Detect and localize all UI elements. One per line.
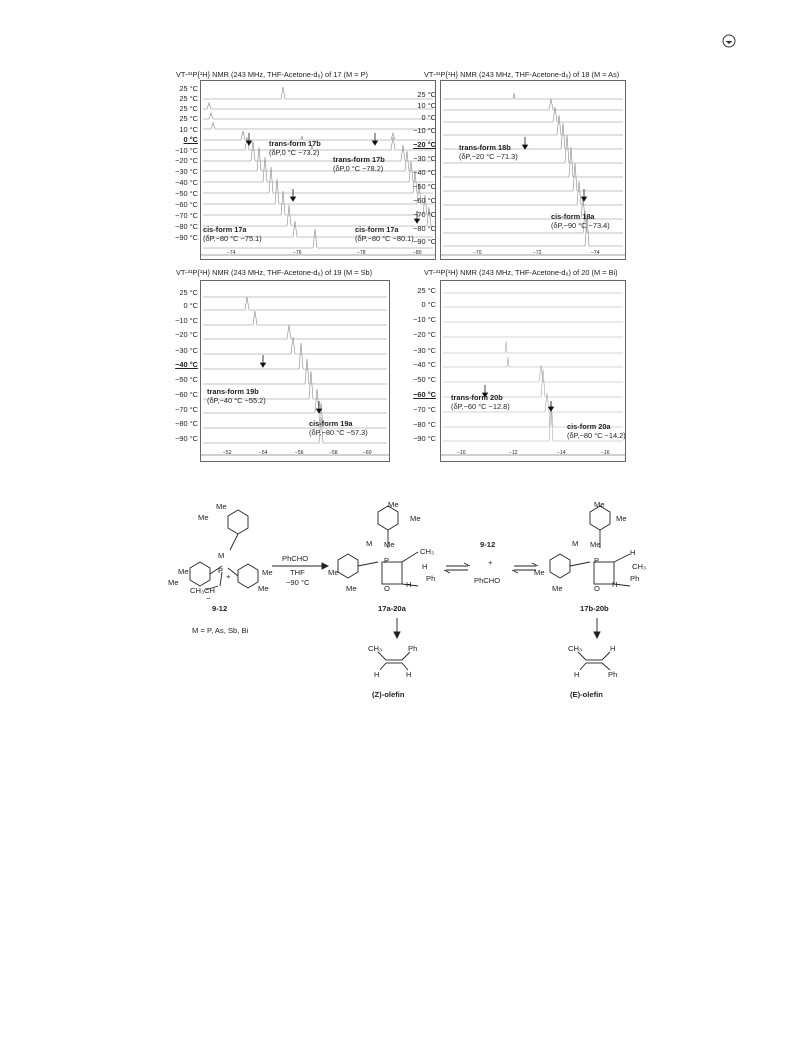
temp-label: −50 °C <box>413 375 436 384</box>
temp-label-selected: −60 °C <box>413 390 436 399</box>
temp-label: −80 °C <box>175 419 198 428</box>
temp-label: −80 °C <box>175 222 198 231</box>
hydrogen-label: H <box>610 644 616 653</box>
metal-label: M <box>572 539 579 548</box>
temp-label: −30 °C <box>175 167 198 176</box>
temp-label: 25 °C <box>417 286 436 295</box>
temp-label: −50 °C <box>175 375 198 384</box>
spectrum-box <box>440 280 626 462</box>
temp-label: −10 °C <box>175 146 198 155</box>
methyl-label: Me <box>552 584 563 593</box>
temp-label: −90 °C <box>175 233 198 242</box>
temp-label: −20 °C <box>175 330 198 339</box>
panel-title: VT-³¹P{¹H} NMR (243 MHz, THF-Acetone-d₆) of 20 (M = Bi) <box>424 268 618 277</box>
annotation: cis-form 20a (δP,−80 °C −14.2) <box>567 422 626 440</box>
axis-tick: −72 <box>533 250 542 256</box>
temp-label: 0 °C <box>421 300 436 309</box>
compound-label: 17a-20a <box>378 604 406 613</box>
axis-tick: −74 <box>591 250 600 256</box>
temp-label: −10 °C <box>413 126 436 135</box>
methyl-label: Me <box>198 513 209 522</box>
metal-label: M <box>366 539 373 548</box>
axis-tick: −10 <box>457 450 466 456</box>
axis-tick: −54 <box>259 450 268 456</box>
axis-tick: −70 <box>473 250 482 256</box>
methyl-label: Me <box>258 584 269 593</box>
temp-label: −80 °C <box>413 420 436 429</box>
panel-title: VT-³¹P{¹H} NMR (243 MHz, THF-Acetone-d₆) of 19 (M = Sb) <box>176 268 373 277</box>
temp-label: −30 °C <box>175 346 198 355</box>
temp-label: 25 °C <box>179 94 198 103</box>
temp-label: −60 °C <box>413 196 436 205</box>
methyl-label: CH₃ <box>568 644 583 653</box>
temp-label: −90 °C <box>413 237 436 246</box>
axis-tick: −56 <box>295 450 304 456</box>
annotation: cis-form 17a (δP,−80 °C −75.1) <box>203 225 262 243</box>
temp-label: −40 °C <box>413 168 436 177</box>
annotation: trans-form 18b (δP,−20 °C −71.3) <box>459 143 518 161</box>
methyl-label: Me <box>346 584 357 593</box>
temp-label: −40 °C <box>175 178 198 187</box>
cation-label: + <box>226 572 231 581</box>
temp-label: −50 °C <box>175 189 198 198</box>
olefin-label: (Z)-olefin <box>372 690 405 699</box>
reagent-label: PhCHO <box>282 554 309 563</box>
axis-tick: −74 <box>227 250 236 256</box>
phosphorus-label: P <box>384 556 390 565</box>
temp-label: 25 °C <box>179 288 198 297</box>
plus-sign: + <box>488 558 493 567</box>
compound-label: 17b-20b <box>580 604 609 613</box>
phenyl-label: Ph <box>408 644 418 653</box>
hydrogen-label: H <box>406 580 412 589</box>
temp-label: 25 °C <box>179 104 198 113</box>
nmr-panel-18 <box>400 70 625 265</box>
temp-label: 10 °C <box>417 101 436 110</box>
hydrogen-label: H <box>630 548 636 557</box>
temp-label: −70 °C <box>175 405 198 414</box>
temp-label: −40 °C <box>413 360 436 369</box>
hydrogen-label: H <box>574 670 580 679</box>
temp-label: −30 °C <box>413 154 436 163</box>
axis-tick: −16 <box>601 450 610 456</box>
temp-label: −70 °C <box>413 210 436 219</box>
phenyl-label: Ph <box>426 574 436 583</box>
annotation: cis-form 18a (δP,−90 °C −73.4) <box>551 212 610 230</box>
annotation: cis-form 19a (δP,−80 °C −57.3) <box>309 419 368 437</box>
temp-label: −20 °C <box>175 156 198 165</box>
methyl-label: Me <box>328 568 339 577</box>
phosphorus-label: P <box>594 556 600 565</box>
methyl-label: Me <box>594 500 605 509</box>
temp-label: −10 °C <box>175 316 198 325</box>
ylide-label: CH₃CH <box>190 586 216 595</box>
compound-label: 9-12 <box>212 604 228 613</box>
spectrum-box <box>440 80 626 260</box>
annotation: trans-form 17b (δP,0 °C −73.2) <box>269 139 321 157</box>
temp-label: −10 °C <box>413 315 436 324</box>
temp-label: −80 °C <box>413 224 436 233</box>
temp-label: −20 °C <box>413 330 436 339</box>
temp-label: −60 °C <box>175 200 198 209</box>
temp-label: 25 °C <box>179 114 198 123</box>
temp-label: 10 °C <box>179 125 198 134</box>
spectrum-box <box>200 280 390 462</box>
methyl-label: CH₃ <box>368 644 383 653</box>
reagent-label: THF <box>290 568 305 577</box>
axis-tick: −76 <box>293 250 302 256</box>
methyl-label: Me <box>616 514 627 523</box>
phosphorus-label: P <box>218 566 224 575</box>
methyl-label: CH₃ <box>632 562 647 571</box>
methyl-label: Me <box>410 514 421 523</box>
methyl-label: Me <box>262 568 273 577</box>
temp-label: −90 °C <box>175 434 198 443</box>
axis-tick: −60 <box>363 450 372 456</box>
temp-label: −90 °C <box>413 434 436 443</box>
annotation: trans-form 20b (δP,−60 °C −12.8) <box>451 393 510 411</box>
anion-label: − <box>206 594 211 603</box>
temp-label-selected: −20 °C <box>413 140 436 149</box>
methyl-label: Me <box>534 568 545 577</box>
annotation: trans-form 19b (δP,−40 °C −55.2) <box>207 387 266 405</box>
page-corner-icon <box>722 34 736 48</box>
temp-label: 25 °C <box>179 84 198 93</box>
annotation: trans-form 17b (δP,0 °C −78.2) <box>333 155 385 173</box>
spectra-stack <box>441 81 625 259</box>
metal-label: M <box>218 551 225 560</box>
methyl-label: CH₃ <box>420 547 435 556</box>
axis-tick: −80 <box>413 250 422 256</box>
temp-label-selected: −40 °C <box>175 360 198 369</box>
oxygen-label: O <box>384 584 390 593</box>
temp-label: −50 °C <box>413 182 436 191</box>
axis-tick: −12 <box>509 450 518 456</box>
methyl-label: Me <box>178 567 189 576</box>
methyl-label: Me <box>216 502 227 511</box>
hydrogen-label: H <box>422 562 428 571</box>
metal-definition: M = P, As, Sb, Bi <box>192 626 249 635</box>
temp-label: −60 °C <box>175 390 198 399</box>
temp-label: −70 °C <box>413 405 436 414</box>
methyl-label: Me <box>590 540 601 549</box>
hydrogen-label: H <box>406 670 412 679</box>
panel-title: VT-³¹P{¹H} NMR (243 MHz, THF-Acetone-d₆) of 18 (M = As) <box>424 70 620 79</box>
temp-label: 0 °C <box>421 113 436 122</box>
reagent-label: −90 °C <box>286 578 310 587</box>
oxygen-label: O <box>594 584 600 593</box>
methyl-label: Me <box>384 540 395 549</box>
axis-tick: −52 <box>223 450 232 456</box>
methyl-label: Me <box>168 578 179 587</box>
annotation: cis-form 17a (δP,−80 °C −80.1) <box>355 225 414 243</box>
reagent-label: PhCHO <box>474 576 501 585</box>
reaction-scheme <box>0 490 791 710</box>
nmr-panel-20 <box>400 268 625 463</box>
olefin-label: (E)-olefin <box>570 690 603 699</box>
methyl-label: Me <box>388 500 399 509</box>
hydrogen-label: H <box>374 670 380 679</box>
temp-label: 0 °C <box>183 301 198 310</box>
panel-title: VT-³¹P{¹H} NMR (243 MHz, THF-Acetone-d₆) of 17 (M = P) <box>176 70 368 79</box>
temp-label: −70 °C <box>175 211 198 220</box>
axis-tick: −14 <box>557 450 566 456</box>
temp-label-selected: 0 °C <box>183 135 198 144</box>
phenyl-label: Ph <box>608 670 618 679</box>
axis-tick: −58 <box>329 450 338 456</box>
axis-tick: −78 <box>357 250 366 256</box>
phenyl-label: Ph <box>630 574 640 583</box>
temp-label: −30 °C <box>413 346 436 355</box>
compound-label: 9-12 <box>480 540 496 549</box>
hydrogen-label: H <box>612 580 618 589</box>
temp-label: 25 °C <box>417 90 436 99</box>
